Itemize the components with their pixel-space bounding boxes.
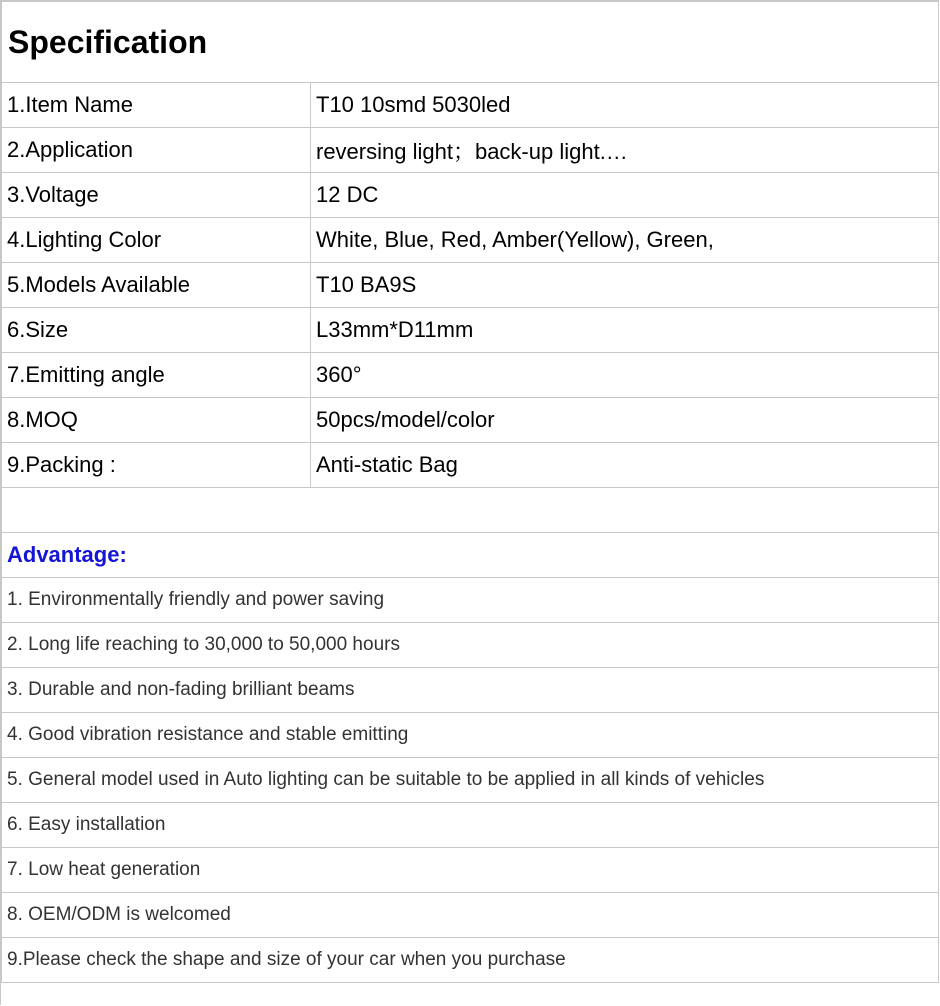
- spec-value: T10 10smd 5030led: [311, 83, 939, 128]
- advantage-item: 3. Durable and non-fading brilliant beams: [2, 668, 939, 713]
- spec-label: 9.Packing :: [2, 443, 311, 488]
- advantage-item: 8. OEM/ODM is welcomed: [2, 893, 939, 938]
- advantage-item: 9.Please check the shape and size of your car when you purchase: [2, 938, 939, 983]
- spec-label: 7.Emitting angle: [2, 353, 311, 398]
- advantage-item: 4. Good vibration resistance and stable emitting: [2, 713, 939, 758]
- advantage-row: [2, 938, 939, 983]
- advantage-item: 7. Low heat generation: [2, 848, 939, 893]
- page-title: Specification: [2, 2, 939, 83]
- advantage-row: [2, 758, 939, 803]
- title-row: [2, 2, 939, 83]
- spec-label: 1.Item Name: [2, 83, 311, 128]
- advantage-row: [2, 578, 939, 623]
- spec-row: [2, 263, 939, 308]
- advantage-item: 5. General model used in Auto lighting can be suitable to be applied in all kinds of vehicles: [2, 758, 939, 803]
- spec-row: [2, 308, 939, 353]
- spec-row: [2, 218, 939, 263]
- advantage-heading: Advantage:: [2, 533, 939, 578]
- spec-label: 4.Lighting Color: [2, 218, 311, 263]
- spec-value: 12 DC: [311, 173, 939, 218]
- advantage-row: [2, 893, 939, 938]
- advantage-row: [2, 848, 939, 893]
- spec-value: L33mm*D11mm: [311, 308, 939, 353]
- advantage-row: [2, 803, 939, 848]
- advantage-item: 1. Environmentally friendly and power saving: [2, 578, 939, 623]
- spec-value: White, Blue, Red, Amber(Yellow), Green,: [311, 218, 939, 263]
- advantage-item: 2. Long life reaching to 30,000 to 50,000 hours: [2, 623, 939, 668]
- spec-table: [1, 1, 939, 983]
- blank-row: [2, 488, 939, 533]
- spec-label: 2.Application: [2, 128, 311, 173]
- spec-row: [2, 83, 939, 128]
- advantage-item: 6. Easy installation: [2, 803, 939, 848]
- spec-value: reversing light；back-up light.…: [311, 128, 939, 173]
- spec-label: 3.Voltage: [2, 173, 311, 218]
- spec-row: [2, 173, 939, 218]
- spec-row: [2, 353, 939, 398]
- spec-label: 8.MOQ: [2, 398, 311, 443]
- spec-row: [2, 128, 939, 173]
- spec-row: [2, 443, 939, 488]
- spec-value: Anti-static Bag: [311, 443, 939, 488]
- spec-value: 50pcs/model/color: [311, 398, 939, 443]
- spec-value: T10 BA9S: [311, 263, 939, 308]
- spec-label: 6.Size: [2, 308, 311, 353]
- advantage-row: [2, 668, 939, 713]
- advantage-row: [2, 623, 939, 668]
- spec-value: 360°: [311, 353, 939, 398]
- spec-row: [2, 398, 939, 443]
- advantage-row: [2, 713, 939, 758]
- blank-cell: [2, 488, 939, 533]
- advantage-heading-row: [2, 533, 939, 578]
- spec-label: 5.Models Available: [2, 263, 311, 308]
